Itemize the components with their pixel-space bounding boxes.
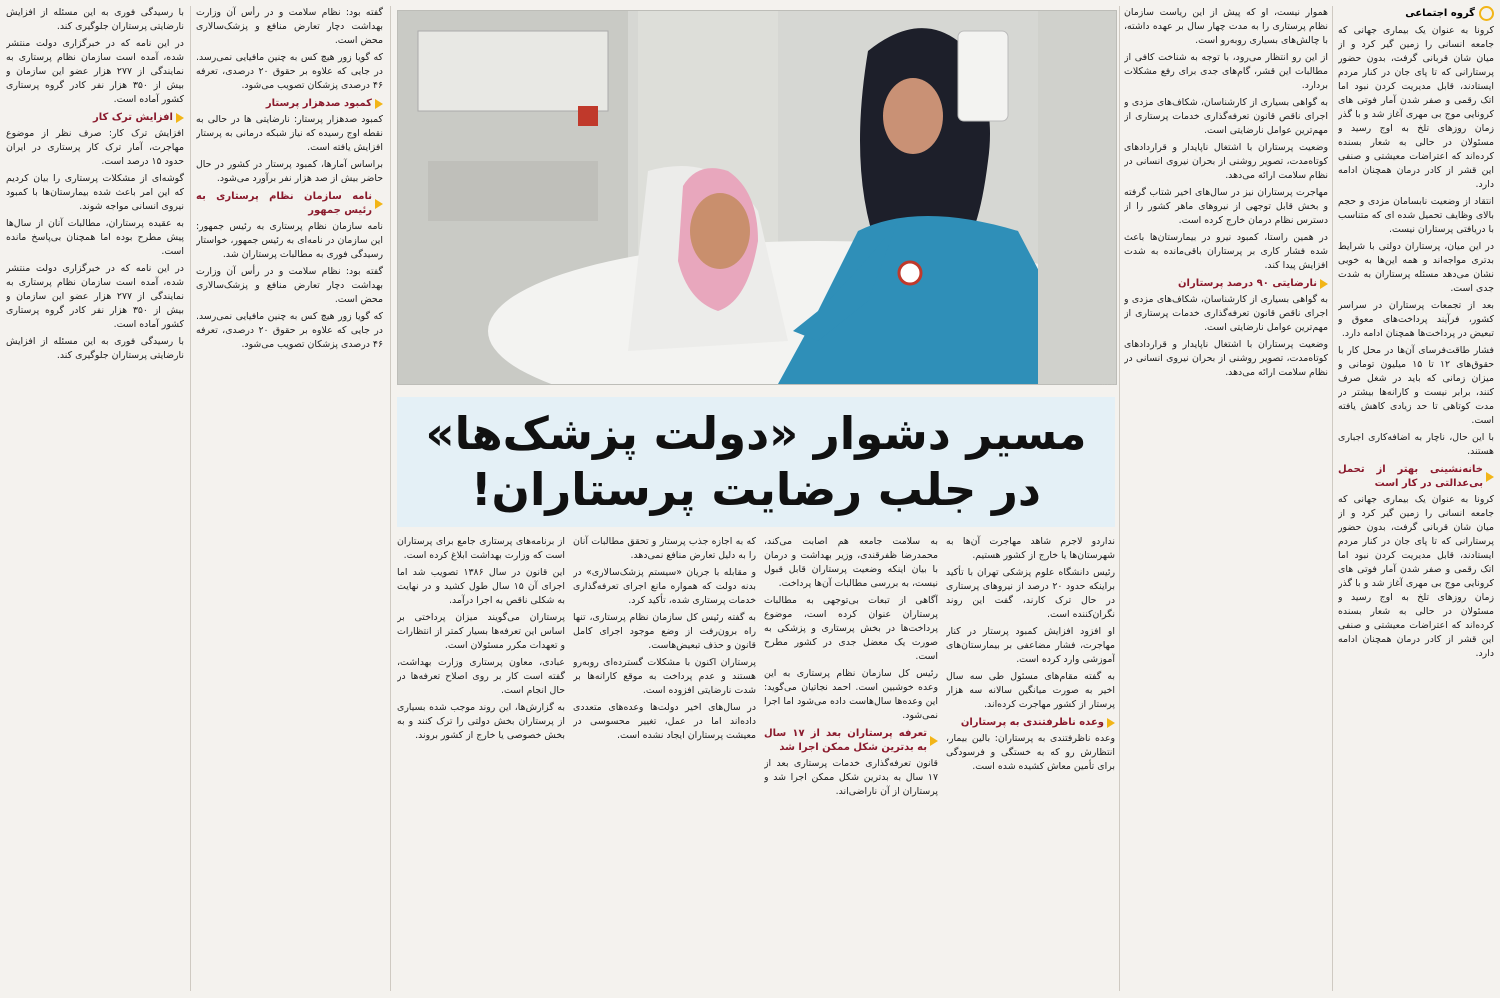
section-title: گروه اجتماعی [1405,7,1475,19]
paragraph: که به اجازه جذب پرستار و تحقق مطالبات آنان را به دلیل تعارض منافع نمی‌دهد. [573,536,756,561]
paragraph: با رسیدگی فوری به این مسئله از افزایش نارضایتی پرستاران جلوگیری کند. [6,336,184,361]
column-8 [6,6,184,991]
paragraph: که گویا زور هیچ کس به چنین مافیایی نمی‌رسد. در جایی که علاوه بر حقوق ۲۰ درصدی، تعرفه ۴۶ درصدی پزشکان تصویب می‌شود. [196,52,383,91]
subheading: افزایش ترک کار [6,111,184,125]
paragraph: و مقابله با جریان «سیستم پزشک‌سالاری» در بدنه دولت که همواره مانع اجرای تعرفه‌گذاری خدمات پرستاری شده، تأکید کرد. [573,567,756,606]
subheading: کمبود صدهزار پرستار [196,97,383,111]
column-divider [1119,6,1120,991]
paragraph: کمبود صدهزار پرستار: نارضایتی ها در حالی به نقطه اوج رسیده که نیاز شبکه درمانی به پرستار افزایش یافته است. [196,114,383,153]
photo-illustration [398,11,1116,384]
column-divider [1332,6,1333,991]
column-divider [390,6,391,991]
subheading-marker-icon [1107,718,1115,728]
nurse-patient-photo [397,10,1117,385]
paragraph: در این نامه که در خبرگزاری دولت منتشر شده، آمده است سازمان نظام پرستاری به نمایندگی از ۲۷۷ هزار عضو این سازمان و بیش از ۳۵۰ هزار نفر کادر گروه پرستاری کشور آماده است. [6,263,184,330]
paragraph: عبادی، معاون پرستاری وزارت بهداشت، گفته است کار بر روی اصلاح تعرفه‌ها در حال انجام است. [397,657,565,696]
subheading-marker-icon [1486,472,1494,482]
paragraph: آگاهی از تبعات بی‌توجهی به مطالبات پرستاران عنوان کرده است، موضوع پرداخت‌ها در بخش پرستاری و پزشکی به صورت یک معضل جدی در کشور مطرح است. [764,595,938,662]
paragraph: وضعیت پرستاران با اشتغال ناپایدار و قراردادهای کوتاه‌مدت، تصویر روشنی از بحران نیروی انسانی در نظام سلامت ارائه می‌دهد. [1124,142,1328,181]
column-4 [764,535,938,991]
paragraph: پرستاران می‌گویند میزان پرداختی بر اساس این تعرفه‌ها بسیار کمتر از انتظارات و تعهدات مکرر مسئولان است. [397,612,565,651]
paragraph: به گفته رئیس کل سازمان نظام پرستاری، تنها راه برون‌رفت از وضع موجود اجرای کامل قانون و حذف تبعیض‌هاست. [573,612,756,651]
section-logo-icon [1479,6,1494,21]
subheading: تعرفه پرستاران بعد از ۱۷ سال به بدترین شکل ممکن اجرا شد [764,727,938,755]
paragraph: او افزود افزایش کمبود پرستار در کنار مهاجرت، فشار مضاعفی بر بیمارستان‌های آموزشی وارد کرده است. [946,626,1115,665]
section-header [1338,6,1494,21]
subheading-marker-icon [375,99,383,109]
paragraph: افزایش ترک کار: صرف نظر از موضوع مهاجرت، آمار ترک کار پرستاری در ایران حدود ۱۵ درصد است. [6,128,184,167]
paragraph: رئیس دانشگاه علوم پزشکی تهران با تأکید براینکه حدود ۲۰ درصد از نیروهای پرستاری در حال ترک کارند، گفت این روند نگران‌کننده است. [946,567,1115,620]
paragraph: گفته بود: نظام سلامت و در رأس آن وزارت بهداشت دچار تعارض منافع و پزشک‌سالاری محض است. [196,7,383,46]
paragraph: بعد از تجمعات پرستاران در سراسر کشور، فرآیند پرداخت‌های معوق و تبعیض در پرداخت‌ها همچنان ادامه دارد. [1338,300,1494,339]
column-7 [196,6,383,991]
paragraph: گفته بود: نظام سلامت و در رأس آن وزارت بهداشت دچار تعارض منافع و پزشک‌سالاری محض است. [196,266,383,305]
paragraph: انتقاد از وضعیت نابسامان مزدی و حجم بالای وظایف تحمیل شده ای که متناسب با دریافتی پرستاران نیست. [1338,196,1494,235]
paragraph: به گواهی بسیاری از کارشناسان، شکاف‌های مزدی و اجرای ناقص قانون تعرفه‌گذاری خدمات پرستاری از مهم‌ترین عوامل نارضایتی است. [1124,97,1328,136]
column-6 [397,535,565,991]
paragraph: کرونا به عنوان یک بیماری جهانی که جامعه انسانی را زمین گیر کرد و از میان شان قربانی گرفت، بدون حضور پرستارانی که تا پای جان در کنار مردم ایستادند، قابل مدیریت کردن نبود اما اتک رقمی و صفر شدن آمار فوتی های کرونایی موج بی مهری آغاز شد و با گذر زمان روزهای تلخ به اوج رسید و مسئولان در حالی به شعار بسنده کرده‌اند که اعتراضات معیشتی و صنفی این قشر از کادر درمان همچنان ادامه دارد. [1338,25,1494,190]
column-divider [190,6,191,991]
paragraph: در این میان، پرستاران دولتی با شرایط بدتری مواجه‌اند و همه این‌ها به خوبی نشان می‌دهد مسئله پرستاران به شدت جدی است. [1338,241,1494,294]
paragraph: کرونا به عنوان یک بیماری جهانی که جامعه انسانی را زمین گیر کرد و از میان شان قربانی گرفت، بدون حضور پرستارانی که تا پای جان در کنار مردم ایستادند، قابل مدیریت کردن نبود اما اتک رقمی و صفر شدن آمار فوتی های کرونایی موج بی مهری آغاز شد و با گذر زمان روزهای تلخ به اوج رسید و مسئولان در حالی به شعار بسنده کرده‌اند که اعتراضات معیشتی و صنفی این قشر از کادر درمان همچنان ادامه دارد. [1338,494,1494,659]
paragraph: هموار نیست، او که پیش از این ریاست سازمان نظام پرستاری را به مدت چهار سال بر عهده داشته، با چالش‌های بسیاری روبه‌رو است. [1124,7,1328,46]
paragraph: در سال‌های اخیر دولت‌ها وعده‌های متعددی داده‌اند اما در عمل، تغییر محسوسی در معیشت پرستاران ایجاد نشده است. [573,702,756,741]
column-3 [946,535,1115,991]
subheading: خانه‌نشینی بهتر از تحمل بی‌عدالتی در کار است [1338,463,1494,491]
paragraph: مهاجرت پرستاران نیز در سال‌های اخیر شتاب گرفته و بخش قابل توجهی از نیروهای ماهر کشور را از دسترس نظام درمان خارج کرده است. [1124,187,1328,226]
paragraph: با رسیدگی فوری به این مسئله از افزایش نارضایتی پرستاران جلوگیری کند. [6,7,184,32]
paragraph: که گویا زور هیچ کس به چنین مافیایی نمی‌رسد. در جایی که علاوه بر حقوق ۲۰ درصدی، تعرفه ۴۶ درصدی پزشکان تصویب می‌شود. [196,311,383,350]
headline-line-1: مسیر دشوار «دولت پزشک‌ها» [425,407,1087,460]
photo-caption: پرستار در حال مراقبت از بیمار سالمند [1099,384,1115,385]
section-subhead: گروه اجتماعی [10,992,16,993]
paragraph: به عقیده پرستاران، مطالبات آنان از سال‌ها پیش مطرح بوده اما همچنان بی‌پاسخ مانده است. [6,218,184,257]
paragraph: وعده ناظرفتندی به پرستاران: بالین بیمار، انتظارش رو که به خستگی و فرسودگی برای تأمین معاش کشیده شده است. [946,733,1115,772]
paragraph: از این رو انتظار می‌رود، با توجه به شناخت کافی از مطالبات این قشر، گام‌های جدی برای رفع مشکلات بردارد. [1124,52,1328,91]
paragraph: این قانون در سال ۱۳۸۶ تصویب شد اما اجرای آن ۱۵ سال طول کشید و در نهایت به شکلی ناقص به اجرا درآمد. [397,567,565,606]
paragraph: نامه سازمان نظام پرستاری به رئیس جمهور: این سازمان در نامه‌ای به رئیس جمهور، خواستار رسیدگی فوری به مطالبات پرستاران شد. [196,221,383,260]
paragraph: به گفته مقام‌های مسئول طی سه سال اخیر به صورت میانگین سالانه سه هزار پرستار از کشور مهاجرت کرده‌اند. [946,671,1115,710]
paragraph: به گزارش‌ها، این روند موجب شده بسیاری از پرستاران بخش دولتی را ترک کنند و به بخش خصوصی یا خارج از کشور بروند. [397,702,565,741]
headline-box [397,397,1115,527]
paragraph: به سلامت جامعه هم اصابت می‌کند، محمدرضا ظفرقندی، وزیر بهداشت و درمان با بیان اینکه وضعیت پرستاران قابل قبول نیست، به بررسی مطالبات آن‌ها پرداخت. [764,536,938,589]
paragraph: فشار طاقت‌فرسای آن‌ها در محل کار با حقوق‌های ۱۲ تا ۱۵ میلیون تومانی و میزان زمانی که باید در شغل صرف کنند، برابر نیست و کارانه‌ها بیشتر در مدت کوتاهی تا حد زیادی کاهش یافته است. [1338,345,1494,426]
paragraph: به گواهی بسیاری از کارشناسان، شکاف‌های مزدی و اجرای ناقص قانون تعرفه‌گذاری خدمات پرستاری از مهم‌ترین عوامل نارضایتی است. [1124,294,1328,333]
subheading: نارضایتی ۹۰ درصد پرستاران [1124,277,1328,291]
subheading: نامه سازمان نظام پرستاری به رئیس جمهور [196,190,383,218]
paragraph: پرستاران اکنون با مشکلات گسترده‌ای روبه‌رو هستند و عدم پرداخت به موقع کارانه‌ها بر شدت نارضایتی افزوده است. [573,657,756,696]
paragraph: وضعیت پرستاران با اشتغال ناپایدار و قراردادهای کوتاه‌مدت، تصویر روشنی از بحران نیروی انسانی در نظام سلامت ارائه می‌دهد. [1124,339,1328,378]
paragraph: در همین راستا، کمبود نیرو در بیمارستان‌ها باعث شده فشار کاری بر پرستاران باقی‌مانده به شدت افزایش پیدا کند. [1124,232,1328,271]
paragraph: نداردو لاجرم شاهد مهاجرت آن‌ها به شهرستان‌ها یا خارج از کشور هستیم. [946,536,1115,561]
paragraph: براساس آمارها، کمبود پرستار در کشور در حال حاضر بیش از صد هزار نفر برآورد می‌شود. [196,159,383,184]
paragraph: قانون تعرفه‌گذاری خدمات پرستاری بعد از ۱۷ سال به بدترین شکل ممکن اجرا شد و پرستاران از آن ناراضی‌اند. [764,758,938,797]
headline-line-2: در جلب رضایت پرستاران! [471,463,1041,516]
paragraph: با این حال، ناچار به اضافه‌کاری اجباری هستند. [1338,432,1494,457]
subheading-marker-icon [176,113,184,123]
column-1 [1338,6,1494,991]
subheading: وعده ناظرفتندی به پرستاران [946,716,1115,730]
subheading-marker-icon [930,736,938,746]
subheading-marker-icon [1320,279,1328,289]
column-5 [573,535,756,991]
paragraph: در این نامه که در خبرگزاری دولت منتشر شده، آمده است سازمان نظام پرستاری به نمایندگی از ۲۷۷ هزار عضو این سازمان و بیش از ۳۵۰ هزار نفر کادر گروه پرستاری کشور آماده است. [6,38,184,105]
paragraph: از برنامه‌های پرستاری جامع برای پرستاران است که وزارت بهداشت ابلاغ کرده است. [397,536,565,561]
paragraph: رئیس کل سازمان نظام پرستاری به این وعده خوشبین است. احمد نجاتیان می‌گوید: این وعده‌ها سال‌هاست داده می‌شود اما اجرا نمی‌شود. [764,668,938,721]
paragraph: گوشه‌ای از مشکلات پرستاری را بیان کردیم که این امر باعث شده بیمارستان‌ها با کمبود نیروی انسانی مواجه شوند. [6,173,184,212]
subheading-marker-icon [375,199,383,209]
column-2 [1124,6,1328,991]
